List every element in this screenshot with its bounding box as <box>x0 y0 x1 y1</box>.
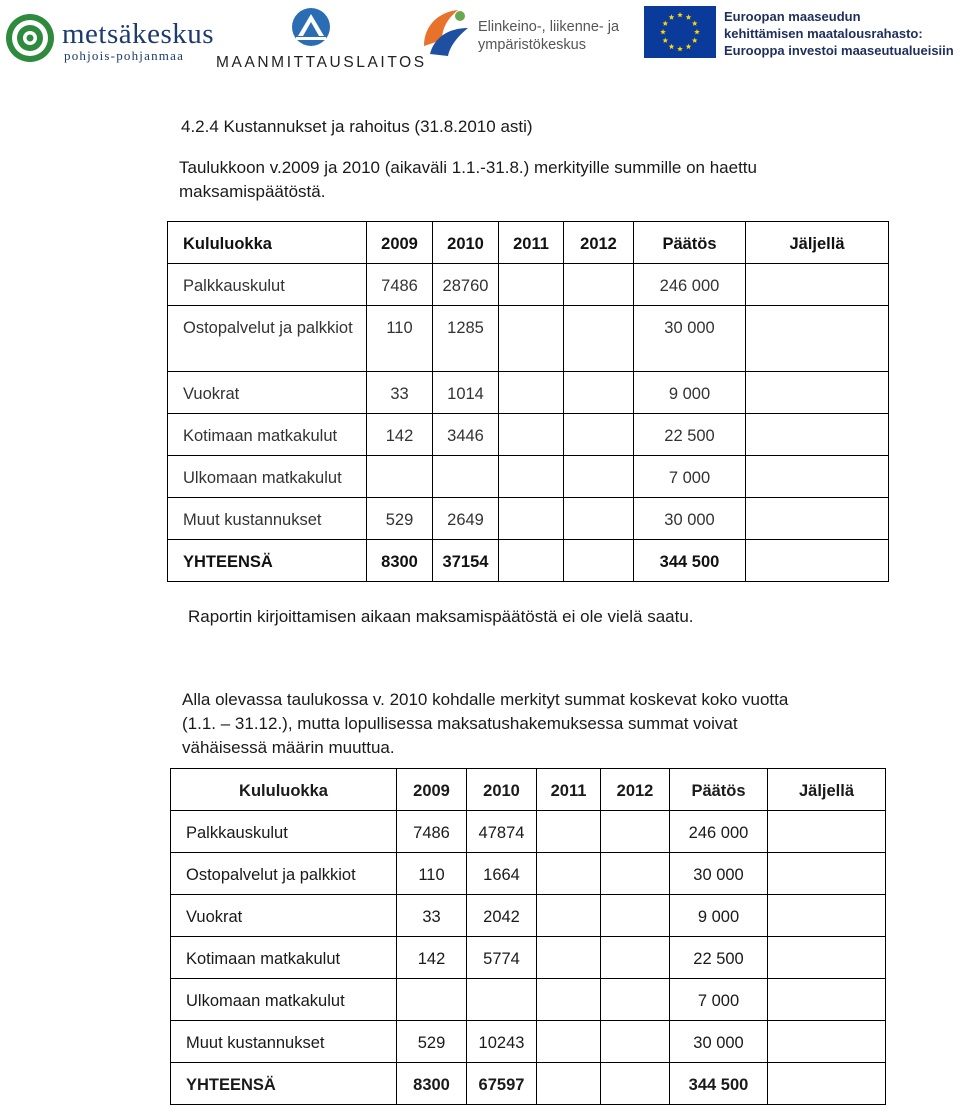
cell-value <box>499 264 563 274</box>
value-cell <box>670 937 768 979</box>
cell-value <box>537 1021 600 1031</box>
cell-value <box>768 895 885 905</box>
value-cell <box>564 414 634 456</box>
cell-value <box>433 456 498 466</box>
table-row <box>171 937 886 979</box>
value-cell <box>537 979 601 1021</box>
value-cell <box>467 895 537 937</box>
row-label-cell <box>168 540 367 582</box>
value-cell <box>768 979 886 1021</box>
table-row <box>168 372 889 414</box>
cell-value <box>499 372 563 382</box>
value-cell <box>601 853 670 895</box>
value-cell <box>367 540 433 582</box>
value-cell <box>499 540 564 582</box>
cell-value <box>601 1021 669 1031</box>
table-total-row <box>168 540 889 582</box>
eu-star-icon <box>662 38 668 43</box>
value-cell <box>601 895 670 937</box>
metsakeskus-logo <box>4 8 214 68</box>
cell-value: 142 <box>385 427 414 445</box>
cell-value: 2649 <box>447 511 484 529</box>
column-header <box>634 222 746 264</box>
eu-star-icon <box>694 29 700 34</box>
cell-value: 30 000 <box>664 511 715 529</box>
cell-value: 22 500 <box>693 950 744 968</box>
intro-text-line2: maksamispäätöstä. <box>179 182 326 201</box>
value-cell <box>746 306 889 372</box>
cell-value: 246 000 <box>659 277 720 295</box>
row-label-cell <box>171 979 397 1021</box>
value-cell <box>499 306 564 372</box>
row-label: YHTEENSÄ <box>186 1076 276 1094</box>
column-header <box>768 769 886 811</box>
eu-star-icon <box>677 46 683 51</box>
value-cell <box>746 264 889 306</box>
cell-value <box>768 1021 885 1031</box>
value-cell <box>768 1063 886 1105</box>
column-header <box>564 222 634 264</box>
cell-value <box>537 853 600 863</box>
cell-value: 37154 <box>442 553 489 571</box>
row-label: Kotimaan matkakulut <box>186 950 341 968</box>
value-cell <box>634 372 746 414</box>
column-header <box>367 222 433 264</box>
value-cell <box>433 540 499 582</box>
cell-value <box>768 1063 885 1073</box>
table-row <box>168 306 889 372</box>
eu-star-icon <box>662 21 668 26</box>
maanmittauslaitos-logo <box>214 6 427 72</box>
value-cell <box>634 498 746 540</box>
row-label: Ostopalvelut ja palkkiot <box>186 866 356 884</box>
value-cell <box>397 895 467 937</box>
cell-value: 529 <box>417 1034 446 1052</box>
value-cell <box>467 1063 537 1105</box>
value-cell <box>433 498 499 540</box>
table-total-row <box>171 1063 886 1105</box>
value-cell <box>670 1021 768 1063</box>
table-header-row <box>171 769 886 811</box>
cell-value: 3446 <box>447 427 484 445</box>
note-no-decision: Raportin kirjoittamisen aikaan maksamispäätöstä ei ole vielä saatu. <box>188 607 694 626</box>
table-row <box>168 264 889 306</box>
value-cell <box>768 937 886 979</box>
cell-value <box>746 540 888 550</box>
eu-star-icon <box>660 29 666 34</box>
eu-flag-icon <box>644 6 716 58</box>
cell-value <box>537 979 600 989</box>
column-header <box>670 769 768 811</box>
cell-value <box>601 1063 669 1073</box>
column-header-text: 2011 <box>513 235 549 253</box>
cell-value <box>537 895 600 905</box>
value-cell <box>499 264 564 306</box>
value-cell <box>601 811 670 853</box>
cell-value: 33 <box>390 385 409 403</box>
cell-value <box>537 937 600 947</box>
value-cell <box>499 456 564 498</box>
value-cell <box>768 853 886 895</box>
value-cell <box>768 811 886 853</box>
row-label: Ulkomaan matkakulut <box>183 469 342 487</box>
cell-value: 30 000 <box>693 1034 744 1052</box>
metsakeskus-region: pohjois-pohjanmaa <box>64 48 185 63</box>
value-cell <box>397 979 467 1021</box>
value-cell <box>564 264 634 306</box>
value-cell <box>537 853 601 895</box>
metsakeskus-emblem-icon <box>4 12 56 64</box>
value-cell <box>499 372 564 414</box>
value-cell <box>537 937 601 979</box>
row-label-cell <box>168 456 367 498</box>
value-cell <box>397 937 467 979</box>
ely-keskus-logo <box>420 6 628 60</box>
value-cell <box>433 456 499 498</box>
table-row <box>168 498 889 540</box>
value-cell <box>746 414 889 456</box>
table-row <box>168 456 889 498</box>
ely-emblem-icon <box>420 6 472 60</box>
column-header-text: 2011 <box>550 782 587 800</box>
column-header <box>537 769 601 811</box>
value-cell <box>433 306 499 372</box>
value-cell <box>499 414 564 456</box>
cell-value: 7 000 <box>668 469 711 487</box>
value-cell <box>367 264 433 306</box>
cell-value <box>768 937 885 947</box>
value-cell <box>467 811 537 853</box>
cell-value: 7486 <box>381 277 418 295</box>
value-cell <box>397 811 467 853</box>
table-row <box>171 979 886 1021</box>
cell-value: 344 500 <box>659 553 720 571</box>
row-label-cell <box>171 1063 397 1105</box>
value-cell <box>499 498 564 540</box>
column-header-text: Jäljellä <box>798 782 855 800</box>
value-cell <box>564 306 634 372</box>
cell-value: 8300 <box>413 1076 450 1094</box>
value-cell <box>564 498 634 540</box>
row-label: Palkkauskulut <box>183 277 285 295</box>
value-cell <box>367 456 433 498</box>
cell-value <box>564 456 633 466</box>
table-row <box>168 414 889 456</box>
column-header-text: 2012 <box>580 235 617 253</box>
note-line3: vähäisessä määrin muuttua. <box>182 738 395 757</box>
cell-value: 7 000 <box>697 992 740 1010</box>
row-label: YHTEENSÄ <box>183 553 273 571</box>
column-header-text: 2012 <box>616 782 654 800</box>
column-header <box>601 769 670 811</box>
row-label-cell <box>171 853 397 895</box>
row-label-cell <box>168 414 367 456</box>
cell-value <box>499 540 563 550</box>
row-label-cell <box>168 306 367 372</box>
cell-value <box>768 811 885 821</box>
column-header-text: 2009 <box>413 782 450 800</box>
value-cell <box>537 1063 601 1105</box>
value-cell <box>564 372 634 414</box>
eu-fund-line1: Euroopan maaseudun <box>724 9 861 24</box>
column-header-text: Kululuokka <box>183 235 272 253</box>
value-cell <box>768 1021 886 1063</box>
table-row <box>171 895 886 937</box>
row-label: Ostopalvelut ja palkkiot <box>183 319 353 337</box>
column-header-text: 2010 <box>483 782 520 800</box>
cell-value <box>746 456 888 466</box>
row-label-cell <box>171 1021 397 1063</box>
eu-star-icon <box>692 38 698 43</box>
cell-value: 5774 <box>483 950 520 968</box>
cell-value <box>768 853 885 863</box>
column-header-text: Päätös <box>662 235 717 253</box>
cell-value <box>746 372 888 382</box>
cell-value <box>564 414 633 424</box>
column-header <box>499 222 564 264</box>
row-label: Muut kustannukset <box>186 1034 325 1052</box>
value-cell <box>537 1021 601 1063</box>
intro-text-line1: Taulukkoon v.2009 ja 2010 (aikaväli 1.1.-31.8.) merkityille summille on haettu <box>179 158 757 177</box>
row-label-cell <box>168 372 367 414</box>
value-cell <box>746 372 889 414</box>
table-row <box>171 1021 886 1063</box>
maanmittauslaitos-wordmark: MAANMITTAUSLAITOS <box>216 54 427 71</box>
cell-value: 10243 <box>478 1034 525 1052</box>
value-cell <box>601 1063 670 1105</box>
value-cell <box>467 937 537 979</box>
table-row <box>171 811 886 853</box>
cell-value: 2042 <box>483 908 520 926</box>
eu-fund-text <box>724 6 956 58</box>
value-cell <box>564 540 634 582</box>
eu-star-icon <box>669 44 675 49</box>
value-cell <box>537 895 601 937</box>
cell-value: 1664 <box>483 866 520 884</box>
cell-value: 28760 <box>442 277 489 295</box>
column-header-text: 2009 <box>381 235 418 253</box>
value-cell <box>670 895 768 937</box>
value-cell <box>367 306 433 372</box>
column-header <box>433 222 499 264</box>
value-cell <box>433 264 499 306</box>
row-label-cell <box>171 895 397 937</box>
cell-value <box>537 811 600 821</box>
cost-table-2010-full <box>170 768 886 1105</box>
cell-value: 1014 <box>447 385 484 403</box>
value-cell <box>670 1063 768 1105</box>
value-cell <box>467 853 537 895</box>
cell-value <box>601 811 669 821</box>
value-cell <box>397 1063 467 1105</box>
table-header-row <box>168 222 889 264</box>
value-cell <box>746 498 889 540</box>
cell-value <box>467 979 536 989</box>
value-cell <box>634 306 746 372</box>
eu-fund-line2: kehittämisen maatalousrahasto: <box>724 26 923 41</box>
value-cell <box>634 540 746 582</box>
value-cell <box>670 811 768 853</box>
cell-value: 67597 <box>478 1076 525 1094</box>
cell-value <box>601 937 669 947</box>
cell-value <box>499 498 563 508</box>
value-cell <box>467 979 537 1021</box>
column-header-text: Päätös <box>691 782 746 800</box>
cell-value <box>367 456 432 466</box>
cell-value <box>397 979 466 989</box>
cell-value <box>746 306 888 316</box>
eu-star-icon <box>677 12 683 17</box>
row-label-cell <box>168 498 367 540</box>
value-cell <box>746 456 889 498</box>
cell-value: 30 000 <box>693 866 744 884</box>
cell-value <box>768 979 885 989</box>
column-header <box>171 769 397 811</box>
value-cell <box>746 540 889 582</box>
cell-value: 246 000 <box>688 824 749 842</box>
value-cell <box>467 1021 537 1063</box>
maanmittauslaitos-emblem-icon <box>290 6 332 48</box>
row-label: Palkkauskulut <box>186 824 288 842</box>
cell-value: 110 <box>386 319 413 337</box>
note-line2: (1.1. – 31.12.), mutta lopullisessa maksatushakemuksessa summat voivat <box>182 714 738 733</box>
row-label-cell <box>171 937 397 979</box>
value-cell <box>670 853 768 895</box>
cell-value <box>499 456 563 466</box>
value-cell <box>634 414 746 456</box>
cell-value: 30 000 <box>664 319 715 337</box>
cell-value <box>746 264 888 274</box>
value-cell <box>367 414 433 456</box>
cell-value <box>564 540 633 550</box>
cell-value: 344 500 <box>688 1076 749 1094</box>
cell-value: 47874 <box>478 824 525 842</box>
row-label: Vuokrat <box>183 385 240 403</box>
value-cell <box>537 811 601 853</box>
row-label-cell <box>168 264 367 306</box>
note-line1: Alla olevassa taulukossa v. 2010 kohdalle merkityt summat koskevat koko vuotta <box>182 690 789 709</box>
cell-value <box>601 853 669 863</box>
row-label: Ulkomaan matkakulut <box>186 992 345 1010</box>
cell-value <box>537 1063 600 1073</box>
cell-value <box>564 372 633 382</box>
cell-value: 33 <box>422 908 441 926</box>
value-cell <box>601 937 670 979</box>
value-cell <box>564 456 634 498</box>
eu-stars-icon <box>644 6 716 58</box>
column-header <box>467 769 537 811</box>
row-label: Vuokrat <box>186 908 243 926</box>
column-header-text: Jäljellä <box>789 235 845 253</box>
column-header <box>746 222 889 264</box>
cell-value <box>499 306 563 316</box>
metsakeskus-wordmark: metsäkeskus <box>62 18 215 50</box>
eu-fund-line3: Eurooppa investoi maaseutualueisiin <box>724 43 954 58</box>
value-cell <box>768 895 886 937</box>
value-cell <box>433 372 499 414</box>
column-header <box>397 769 467 811</box>
value-cell <box>601 979 670 1021</box>
cell-value <box>564 306 633 316</box>
cell-value: 8300 <box>381 553 418 571</box>
value-cell <box>367 372 433 414</box>
cell-value <box>601 979 669 989</box>
cell-value: 529 <box>385 511 414 529</box>
value-cell <box>634 264 746 306</box>
cost-table-2010-aug <box>167 221 889 582</box>
cell-value: 22 500 <box>664 427 715 445</box>
value-cell <box>367 498 433 540</box>
value-cell <box>433 414 499 456</box>
column-header <box>168 222 367 264</box>
value-cell <box>601 1021 670 1063</box>
eu-star-icon <box>686 44 692 49</box>
section-heading: 4.2.4 Kustannukset ja rahoitus (31.8.2010 asti) <box>181 117 533 136</box>
value-cell <box>397 853 467 895</box>
cell-value <box>564 498 633 508</box>
row-label-cell <box>171 811 397 853</box>
cell-value <box>601 895 669 905</box>
column-header-text: Kululuokka <box>239 782 328 800</box>
cell-value: 110 <box>418 866 445 884</box>
table-row <box>171 853 886 895</box>
cell-value <box>499 414 563 424</box>
eu-star-icon <box>692 21 698 26</box>
eu-star-icon <box>686 14 692 19</box>
cell-value: 142 <box>417 950 446 968</box>
cell-value: 9 000 <box>668 385 711 403</box>
cell-value: 1285 <box>447 319 484 337</box>
row-label: Kotimaan matkakulut <box>183 427 338 445</box>
column-header-text: 2010 <box>447 235 484 253</box>
row-label: Muut kustannukset <box>183 511 322 529</box>
value-cell <box>670 979 768 1021</box>
ely-name-line1: Elinkeino-, liikenne- ja <box>478 19 620 35</box>
eu-star-icon <box>669 14 675 19</box>
value-cell <box>634 456 746 498</box>
value-cell <box>397 1021 467 1063</box>
cell-value <box>746 414 888 424</box>
ely-name-line2: ympäristökeskus <box>478 37 586 53</box>
cell-value: 9 000 <box>697 908 740 926</box>
cell-value <box>564 264 633 274</box>
cell-value: 7486 <box>413 824 450 842</box>
cell-value <box>746 498 888 508</box>
